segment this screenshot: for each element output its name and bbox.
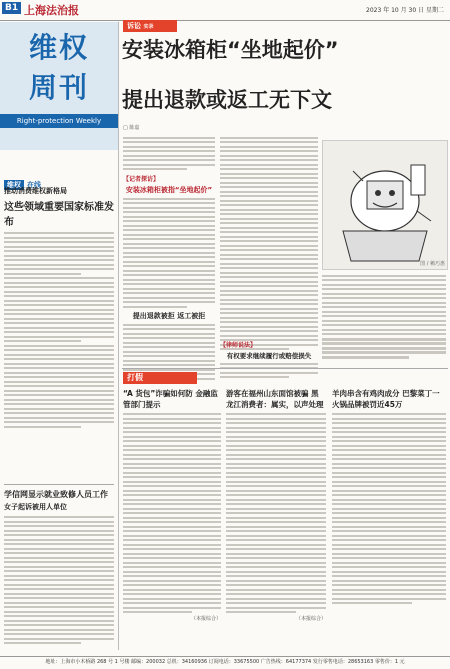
section-label: 维权	[4, 180, 24, 190]
main-column-3-lower	[322, 336, 446, 361]
page-footer: 地址：上海市小木桥路 268 号 1 号楼 邮编：200032 总机：34160936 订阅电话：33675500 广告热线：64177374 发行零售电话：28653163 零售价：1 元	[0, 656, 450, 669]
story1-title: 这些领域重要国家标准发布	[4, 202, 114, 228]
story2-title: 学信网显示就业致修人员工作	[4, 490, 108, 499]
page-header	[0, 0, 450, 21]
headline-line-1: 安装冰箱柜“坐地起价”	[122, 38, 339, 62]
page-number-badge: B1	[2, 2, 21, 14]
section-tag-sub: 实录	[143, 24, 154, 30]
story-b-title: 游客在福州山东面馆被骗 黑龙江消费者：属实，以声处理	[226, 389, 324, 409]
story-b	[226, 388, 326, 623]
section-tag: 在线	[27, 181, 41, 189]
left-story-1	[4, 186, 114, 430]
story-b-credit: （本报综合）	[295, 615, 326, 622]
lawyer-opinion	[220, 340, 318, 381]
subhead-lawyer: 【律师说法】	[220, 342, 257, 349]
left-column	[0, 22, 119, 650]
newspaper-logo: 上海法治报	[24, 4, 79, 17]
story1-kicker: 推动消费维权新格局	[4, 187, 67, 195]
story-a	[123, 388, 221, 623]
masthead-english: Right-protection Weekly	[0, 114, 118, 128]
subhead-lawyer-title: 有权要求继续履行或赔偿损失	[226, 352, 312, 360]
story2-body	[4, 516, 114, 644]
left-story-2	[4, 484, 114, 647]
headline-line-2: 提出退款或返工无下文	[122, 88, 332, 112]
story-a-credit: （本报综合）	[190, 615, 221, 622]
subhead-reporter-visit: 【记者探访】	[123, 176, 160, 183]
anti-fraud-section-tag: 打假	[123, 372, 197, 384]
issue-date: 2023 年 10 月 30 日 星期二	[366, 7, 444, 14]
litigation-section-tag	[123, 20, 177, 32]
weekly-masthead	[0, 22, 118, 150]
cartoon-credit: 图 / 赖巧惠	[420, 261, 445, 267]
story-a-title: “A 货包”诈骗如何防 金融监管部门提示	[123, 389, 218, 409]
masthead-line-2: 周刊	[28, 71, 89, 104]
section-tag-label: 诉讼	[127, 22, 141, 30]
subhead-refund-refused: 提出退款被拒 返工被拒	[132, 311, 206, 320]
main-column-2	[220, 134, 318, 353]
story-c	[332, 388, 446, 607]
story-c-title: 羊肉串含有鸡肉成分 巴黎菜丁一火锅品牌被罚近45万	[332, 389, 440, 409]
story2-subtitle: 女子起诉被用人单位	[4, 503, 67, 511]
masthead-line-1: 维权	[28, 31, 89, 64]
subhead-quote: 安装冰箱柜被指“坐地起价”	[125, 186, 213, 194]
editorial-cartoon	[322, 140, 448, 270]
main-column-1	[123, 134, 215, 387]
byline: □ 陈嘉	[123, 125, 140, 131]
cartoon-illustration	[323, 141, 447, 269]
story1-body	[4, 232, 114, 428]
